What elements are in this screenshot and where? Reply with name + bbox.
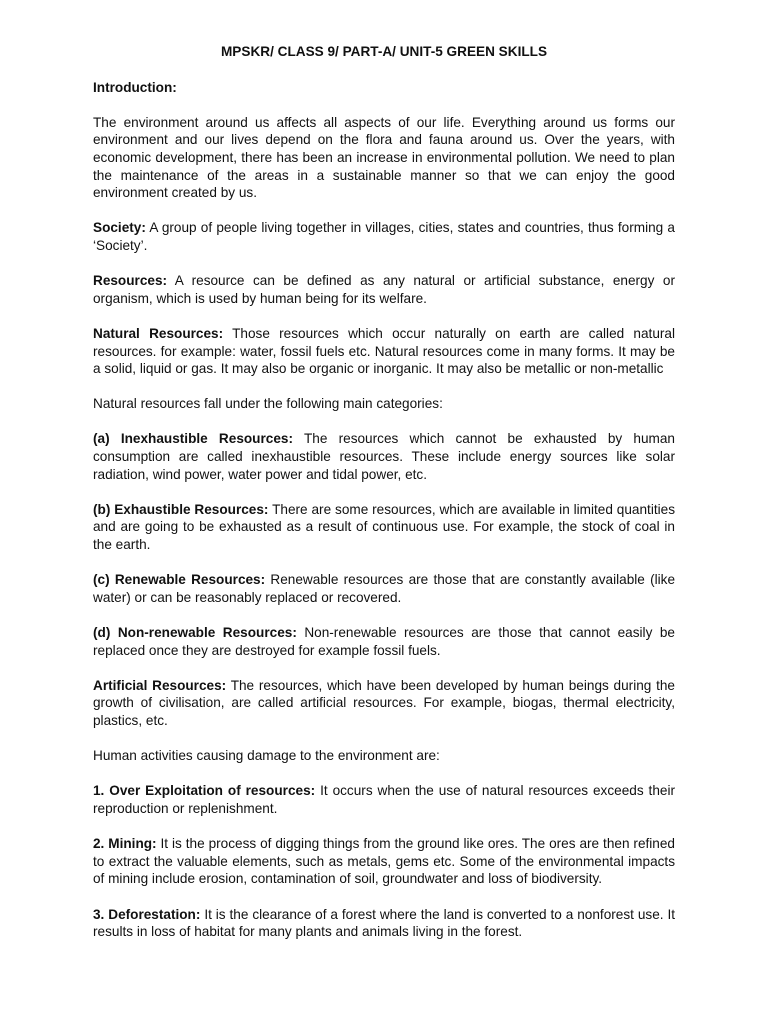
category-exhaustible <box>93 501 675 554</box>
society-paragraph <box>93 219 675 254</box>
category-non-renewable <box>93 624 675 659</box>
activity-deforestation <box>93 906 675 941</box>
introduction-paragraph: The environment around us affects all aspects of our life. Everything around us forms our environment and our lives depend on the flora and fauna around us. Over the years, with economic development, there has been an increase in environmental pollution. We need to plan the maintenance of the areas in a sustainable manner so that we can enjoy the good environment created by us. <box>93 114 675 201</box>
category-term: (b) Exhaustible Resources: <box>93 501 269 517</box>
resources-text: A resource can be defined as any natural or artificial substance, energy or organism, which is used by human being for its welfare. <box>93 273 675 306</box>
category-inexhaustible <box>93 430 675 483</box>
natural-resources-term: Natural Resources: <box>93 325 224 341</box>
category-term: (d) Non-renewable Resources: <box>93 625 297 640</box>
introduction-heading: Introduction: <box>93 79 177 95</box>
activity-term: 2. Mining: <box>93 836 157 852</box>
resources-paragraph <box>93 272 675 307</box>
artificial-resources-paragraph <box>93 677 675 730</box>
resources-term: Resources: <box>93 273 168 289</box>
category-text: The resources which cannot be exhausted by human consumption are called inexhaustible resources. These include energy sources like solar radiation, wind power, water power and tidal power, etc. <box>93 431 675 482</box>
category-text: Renewable resources are those that are constantly available (like water) or can be reasonably replaced or recovered. <box>93 572 675 605</box>
artificial-resources-term: Artificial Resources: <box>93 677 227 693</box>
category-term: (a) Inexhaustible Resources: <box>93 431 293 447</box>
activity-mining <box>93 835 675 888</box>
document-page <box>93 43 675 958</box>
society-term: Society: <box>93 220 146 236</box>
activity-over-exploitation <box>93 782 675 817</box>
activity-term: 3. Deforestation: <box>93 906 201 922</box>
document-title: MPSKR/ CLASS 9/ PART-A/ UNIT-5 GREEN SKILLS <box>220 44 548 59</box>
natural-resources-text: Those resources which occur naturally on earth are called natural resources. for example: water, fossil fuels etc. Natural resources come in many forms. It may be a solid, liquid or gas. It may also be organic or inorganic. It may also be metallic or non-metallic <box>93 325 675 377</box>
categories-intro: Natural resources fall under the following main categories: <box>93 396 443 412</box>
activity-text: It is the clearance of a forest where the land is converted to a nonforest use. It results in loss of habitat for many plants and animals living in the forest. <box>93 906 675 940</box>
natural-resources-paragraph <box>93 325 675 378</box>
activity-text: It occurs when the use of natural resources exceeds their reproduction or replenishment. <box>93 783 676 816</box>
category-renewable <box>93 571 675 606</box>
category-term: (c) Renewable Resources: <box>93 572 266 588</box>
society-text: A group of people living together in villages, cities, states and countries, thus forming a ‘Society’. <box>93 220 675 253</box>
category-text: Non-renewable resources are those that cannot easily be replaced once they are destroyed for example fossil fuels. <box>93 625 675 658</box>
activities-intro: Human activities causing damage to the environment are: <box>93 748 440 764</box>
activity-term: 1. Over Exploitation of resources: <box>93 783 316 799</box>
category-text: There are some resources, which are available in limited quantities and are going to be exhausted as a result of continuous use. For example, the stock of coal in the earth. <box>93 501 675 553</box>
activity-text: It is the process of digging things from the ground like ores. The ores are then refined to extract the valuable elements, such as metals, gems etc. Some of the environmental impacts of mining include erosion, contamination of soil, groundwater and loss of biodiversity. <box>93 836 675 887</box>
artificial-resources-text: The resources, which have been developed by human beings during the growth of civilisation, are called artificial resources. For example, biogas, thermal electricity, plastics, etc. <box>93 677 675 728</box>
